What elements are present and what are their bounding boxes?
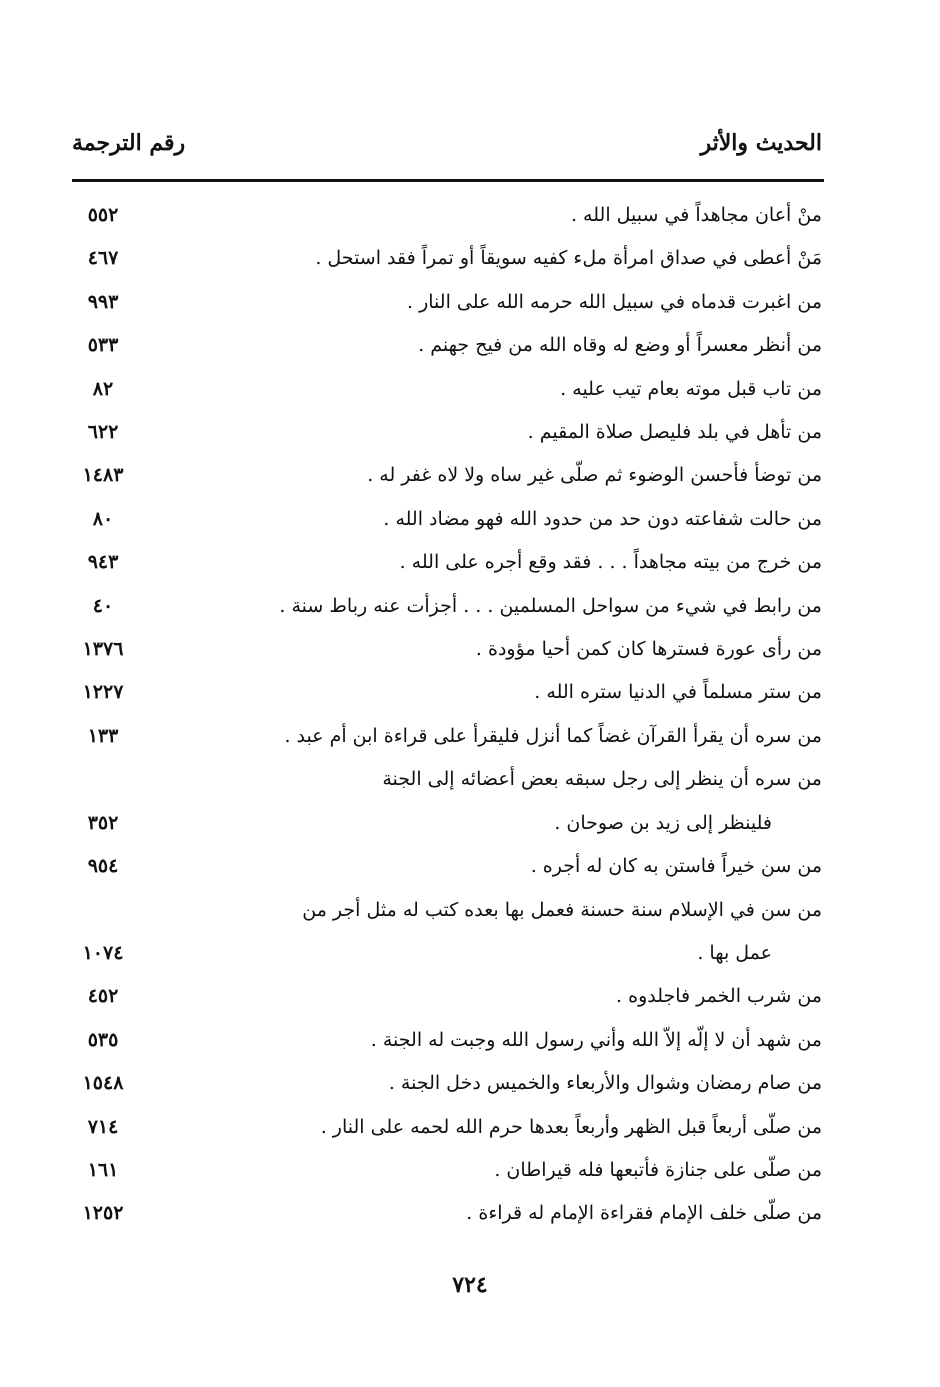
entry-text	[72, 758, 822, 845]
entry-text	[72, 237, 822, 280]
entry-number: ١٣٧٦	[82, 638, 124, 661]
list-item	[72, 889, 822, 976]
list-item	[72, 541, 822, 584]
list-item	[72, 1149, 822, 1192]
list-item	[72, 194, 822, 237]
entry-text	[72, 541, 822, 584]
entry-text	[72, 1149, 822, 1192]
entry-text	[72, 368, 822, 411]
entry-number: ١٢٥٢	[82, 1202, 124, 1225]
list-item	[72, 1062, 822, 1105]
entry-number: ٤٦٧	[87, 247, 119, 270]
list-item	[72, 758, 822, 845]
entry-line: من سن خيراً فاستن به كان له أجره .	[530, 855, 822, 878]
entry-text	[72, 281, 822, 324]
list-item	[72, 671, 822, 714]
entry-text	[72, 1192, 822, 1235]
entry-continuation: عمل بها .	[697, 941, 772, 964]
list-item	[72, 498, 822, 541]
entry-text	[72, 845, 822, 888]
header-column-label: رقم الترجمة	[72, 130, 186, 156]
entry-number: ١٢٢٧	[82, 681, 124, 704]
entry-line: من رابط في شيء من سواحل المسلمين . . . أجزأت عنه رباط سنة .	[279, 594, 822, 617]
entry-line: من شهد أن لا إلّه إلاّ الله وأني رسول الله وجبت له الجنة .	[370, 1028, 822, 1051]
list-item	[72, 454, 822, 497]
entry-text	[72, 1019, 822, 1062]
entry-number: ١٥٤٨	[82, 1072, 124, 1095]
entry-continuation: فلينظر إلى زيد بن صوحان .	[554, 811, 772, 834]
entry-line: مَنْ أعطى في صداق امرأة ملء كفيه سويقاً أو تمراً فقد استحل .	[315, 247, 822, 270]
entries-list	[72, 194, 822, 1236]
entry-number: ٧١٤	[87, 1115, 119, 1138]
list-item	[72, 411, 822, 454]
entry-line: من صلّى على جنازة فأتبعها فله قيراطان .	[494, 1158, 822, 1181]
entry-line: من اغبرت قدماه في سبيل الله حرمه الله على النار .	[407, 290, 822, 313]
list-item	[72, 845, 822, 888]
entry-line: من تاب قبل موته بعام تيب عليه .	[560, 377, 822, 400]
entry-text	[72, 324, 822, 367]
entry-number: ٦٢٢	[87, 421, 119, 444]
entry-number: ١٤٨٣	[82, 464, 124, 487]
entry-line: من خرج من بيته مجاهداً . . . فقد وقع أجره على الله .	[399, 551, 822, 574]
entry-text	[72, 498, 822, 541]
entry-line: من صلّى خلف الإمام فقراءة الإمام له قراءة .	[466, 1202, 822, 1225]
entry-text	[72, 628, 822, 671]
entry-line: من صلّى أربعاً قبل الظهر وأربعاً بعدها حرم الله لحمه على النار .	[320, 1115, 822, 1138]
entry-line: من ستر مسلماً في الدنيا ستره الله .	[534, 681, 822, 704]
entry-line: من صام رمضان وشوال والأربعاء والخميس دخل الجنة .	[388, 1072, 822, 1095]
list-item	[72, 324, 822, 367]
entry-text	[72, 889, 822, 976]
list-item	[72, 1192, 822, 1235]
list-item	[72, 975, 822, 1018]
list-item	[72, 628, 822, 671]
entry-text	[72, 585, 822, 628]
entry-number: ٥٥٢	[87, 204, 119, 226]
entry-number: ٣٥٢	[87, 811, 119, 834]
entry-text	[72, 1106, 822, 1149]
entry-number: ٩٩٣	[87, 290, 119, 313]
entry-text	[72, 715, 822, 758]
entry-text	[72, 194, 822, 237]
entry-number: ٤٥٢	[87, 985, 119, 1008]
entry-line: من سره أن يقرأ القرآن غضاً كما أنزل فليقرأ على قراءة ابن أم عبد .	[284, 724, 822, 747]
entry-number: ١٦١	[87, 1158, 119, 1181]
header-title: الحديث والأثر	[700, 130, 822, 156]
entry-line: من سره أن ينظر إلى رجل سبقه بعض أعضائه إلى الجنة	[382, 768, 822, 791]
entry-number: ٩٤٣	[87, 551, 119, 574]
entry-number: ٤٠	[92, 594, 114, 617]
entry-text	[72, 1062, 822, 1105]
entry-number: ٩٥٤	[87, 855, 119, 878]
entry-number: ٨٢	[92, 377, 114, 400]
header-rule	[72, 179, 824, 182]
page-number: ٧٢٤	[452, 1272, 488, 1298]
list-item	[72, 1019, 822, 1062]
entry-text	[72, 975, 822, 1018]
entry-line: من توضأ فأحسن الوضوء ثم صلّى غير ساه ولا لاه غفر له .	[367, 464, 822, 487]
page-header	[72, 130, 822, 170]
list-item	[72, 585, 822, 628]
entry-line: من رأى عورة فسترها كان كمن أحيا مؤودة .	[475, 638, 822, 661]
entry-number: ١٣٣	[87, 724, 119, 747]
entry-line: منْ أعان مجاهداً في سبيل الله .	[570, 204, 822, 226]
entry-line: من شرب الخمر فاجلدوه .	[616, 985, 822, 1008]
entry-line: من سن في الإسلام سنة حسنة فعمل بها بعده كتب له مثل أجر من	[302, 898, 822, 921]
entry-line: من حالت شفاعته دون حد من حدود الله فهو مضاد الله .	[383, 507, 822, 530]
entry-number: ٥٣٣	[87, 334, 119, 357]
entry-number: ١٠٧٤	[82, 941, 124, 964]
list-item	[72, 1106, 822, 1149]
list-item	[72, 281, 822, 324]
list-item	[72, 368, 822, 411]
entry-line: من تأهل في بلد فليصل صلاة المقيم .	[527, 421, 822, 444]
entry-line: من أنظر معسراً أو وضع له وقاه الله من فيح جهنم .	[418, 334, 822, 357]
entry-number: ٥٣٥	[87, 1028, 119, 1051]
entry-text	[72, 411, 822, 454]
list-item	[72, 715, 822, 758]
entry-text	[72, 454, 822, 497]
entry-number: ٨٠	[92, 507, 114, 530]
list-item	[72, 237, 822, 280]
entry-text	[72, 671, 822, 714]
